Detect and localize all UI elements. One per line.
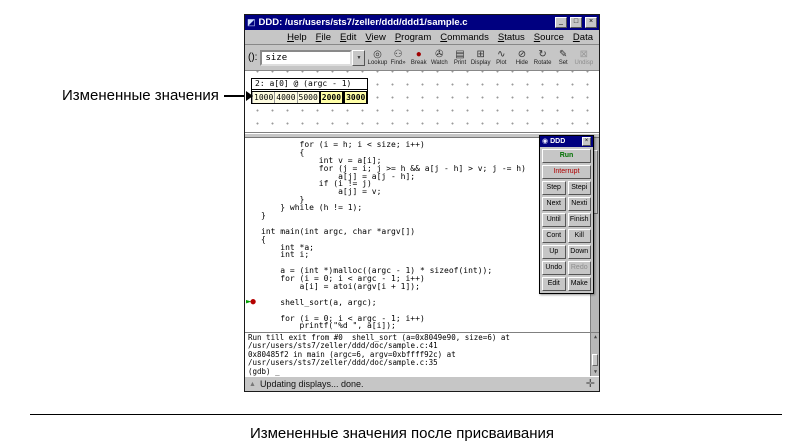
data-display-title[interactable]: 2: a[0] @ (argc - 1): [252, 79, 367, 92]
toolbar-button-label: Hide: [515, 59, 529, 66]
run-button[interactable]: Run: [542, 149, 591, 163]
argument-dropdown-icon[interactable]: ▼: [352, 50, 365, 66]
toolbar-button[interactable]: [450, 49, 470, 67]
toolbar-button[interactable]: [512, 49, 532, 67]
toolbar-button-icon: ⊠: [579, 48, 589, 60]
command-button[interactable]: Until: [542, 213, 566, 227]
command-button-row: [542, 245, 591, 259]
source-code-text: a[j] = v;: [261, 187, 382, 197]
ddd-logo-icon: ◉: [542, 138, 549, 145]
toolbar-button-label: Set: [558, 59, 568, 66]
menu-item[interactable]: Commands: [440, 31, 489, 43]
menu-item-help[interactable]: Help: [287, 31, 307, 43]
source-code-text: int *a;: [261, 242, 314, 252]
maximize-button[interactable]: □: [570, 17, 582, 28]
menu-item[interactable]: Data: [572, 31, 593, 43]
caption-divider: [30, 414, 782, 415]
toolbar-button-icon: ✎: [559, 48, 568, 60]
command-button[interactable]: Make: [568, 277, 592, 291]
window-title: DDD: /usr/users/sts7/zeller/ddd/ddd1/sample.c: [258, 17, 468, 28]
interrupt-button[interactable]: Interrupt: [542, 165, 591, 179]
toolbar-buttons: [365, 49, 596, 67]
command-button[interactable]: Kill: [568, 229, 592, 243]
array-value-cell[interactable]: 4000: [276, 93, 296, 102]
toolbar-button-label: Print: [453, 59, 467, 66]
breakpoint-icon[interactable]: ●: [250, 296, 255, 307]
data-display[interactable]: [251, 78, 368, 104]
source-line: [245, 322, 599, 330]
source-code-text: for (j = i; j >= h && a[j - h] > v; j -= h): [261, 163, 526, 173]
data-display-pane[interactable]: [245, 71, 599, 133]
command-tool-close-icon[interactable]: ×: [582, 137, 591, 146]
source-code-text: {: [261, 147, 305, 157]
current-line-arrow-icon: ►: [246, 296, 251, 307]
resize-handle-icon[interactable]: ✛: [585, 377, 595, 390]
command-button[interactable]: Nexti: [568, 197, 592, 211]
minimize-button[interactable]: _: [555, 17, 567, 28]
command-button-row: [542, 229, 591, 243]
toolbar: [245, 45, 599, 71]
command-button-grid: [542, 181, 591, 291]
ddd-app-icon: ◩: [247, 17, 256, 27]
menu-item[interactable]: File: [315, 31, 331, 43]
source-code-text: shell_sort(a, argc);: [261, 297, 377, 307]
toolbar-button-label: Break: [410, 59, 427, 66]
source-code-text: }: [261, 211, 266, 221]
annotation-arrow-icon: [246, 91, 253, 101]
command-button[interactable]: Redo: [568, 261, 592, 275]
menu-bar: [245, 30, 599, 45]
array-value-cell[interactable]: 3000: [343, 92, 367, 103]
toolbar-button-label: Lookup: [367, 59, 388, 66]
source-code-text: } while (h != 1);: [261, 203, 363, 213]
toolbar-button[interactable]: [409, 49, 429, 67]
command-button[interactable]: Step: [542, 181, 566, 195]
console-line: Run till exit from #0 shell_sort (a=0x8049e90, size=6) at: [248, 333, 510, 342]
source-code-text: printf("%d ", a[i]);: [261, 321, 396, 331]
command-button[interactable]: Stepi: [568, 181, 592, 195]
toolbar-button-icon: ✇: [435, 48, 444, 60]
toolbar-button[interactable]: [471, 49, 491, 67]
toolbar-button[interactable]: [367, 49, 387, 67]
source-code-text: if (i != j): [261, 179, 372, 189]
console-scrollbar[interactable]: [590, 333, 599, 376]
toolbar-button[interactable]: [533, 49, 553, 67]
title-bar[interactable]: [245, 15, 599, 30]
toolbar-button[interactable]: [574, 49, 594, 67]
toolbar-button[interactable]: [491, 49, 511, 67]
menu-item[interactable]: View: [365, 31, 386, 43]
toolbar-button-icon: ⊘: [517, 48, 527, 60]
annotation-label: Измененные значения: [62, 87, 219, 104]
toolbar-button[interactable]: [429, 49, 449, 67]
toolbar-button-icon: ●: [415, 48, 422, 60]
array-value-cell[interactable]: 1000: [254, 93, 274, 102]
source-line: [245, 296, 599, 307]
menu-item[interactable]: Source: [533, 31, 564, 43]
menu-item[interactable]: Edit: [339, 31, 357, 43]
menu-item[interactable]: Status: [497, 31, 525, 43]
source-code-text: }: [261, 195, 305, 205]
command-button[interactable]: Down: [568, 245, 592, 259]
array-value-cell[interactable]: 2000: [319, 92, 343, 103]
command-button-row: [542, 181, 591, 195]
source-code-text: {: [261, 234, 266, 244]
status-led-icon: ▲: [249, 380, 256, 388]
command-button-row: [542, 197, 591, 211]
command-tool-titlebar[interactable]: [540, 136, 593, 147]
array-values-row: [252, 92, 367, 103]
command-button[interactable]: Edit: [542, 277, 566, 291]
source-code-text: int v = a[i];: [261, 155, 382, 165]
toolbar-button-icon: ∿: [497, 48, 506, 60]
argument-input[interactable]: [260, 50, 352, 66]
source-code-text: a[i] = atoi(argv[i + 1]);: [261, 282, 420, 292]
figure-caption: Измененные значения после присваивания: [249, 425, 555, 442]
command-button-row: [542, 213, 591, 227]
command-button-row: [542, 261, 591, 275]
toolbar-button-label: Watch: [430, 59, 448, 66]
command-button[interactable]: Cont: [542, 229, 566, 243]
toolbar-button-label: Find»: [390, 59, 406, 66]
toolbar-button-icon: ⚇: [393, 48, 403, 60]
command-button[interactable]: Next: [542, 197, 566, 211]
toolbar-button-label: Plot: [496, 59, 507, 66]
command-tool: [539, 135, 594, 294]
console-line: (gdb) _: [248, 366, 280, 376]
scroll-up-icon[interactable]: ▲: [593, 334, 597, 340]
command-button[interactable]: Undo: [542, 261, 566, 275]
command-tool-title: DDD: [550, 138, 566, 145]
source-code-text: int i;: [261, 250, 310, 260]
toolbar-button-label: Rotate: [533, 59, 552, 66]
toolbar-button-icon: ◎: [373, 48, 382, 60]
toolbar-button-label: Display: [470, 59, 491, 66]
toolbar-button[interactable]: [553, 49, 573, 67]
command-button[interactable]: Up: [542, 245, 566, 259]
source-code-text: a[j] = a[j - h];: [261, 171, 416, 181]
command-button-row: [542, 277, 591, 291]
gdb-console[interactable]: [245, 332, 599, 376]
array-value-cell[interactable]: 5000: [298, 93, 318, 102]
toolbar-button-label: Undisp: [574, 59, 594, 66]
execution-marker: [246, 298, 255, 307]
ddd-window: [244, 14, 600, 392]
source-code-text: a = (int *)malloc((argc - 1) * sizeof(int));: [261, 266, 493, 276]
argument-label: ():: [248, 52, 258, 63]
source-code-text: for (i = 0; i < argc - 1; i++): [261, 313, 425, 323]
toolbar-button-icon: ▤: [455, 48, 465, 60]
source-code-text: for (i = h; i < size; i++): [261, 140, 425, 149]
console-line: /usr/users/sts7/zeller/ddd/doc/sample.c:41: [248, 341, 438, 351]
close-button[interactable]: ×: [585, 17, 597, 28]
command-button[interactable]: Finish: [568, 213, 592, 227]
console-scrollbar-thumb[interactable]: [592, 354, 598, 366]
console-line: 0x80485f2 in main (argc=6, argv=0xbffff92c) at: [248, 349, 456, 359]
menu-item[interactable]: Program: [394, 31, 432, 43]
console-line: /usr/users/sts7/zeller/ddd/doc/sample.c:35: [248, 358, 438, 368]
source-code-text: for (i = 0; i < argc - 1; i++): [261, 274, 425, 284]
scroll-down-icon[interactable]: ▼: [593, 369, 597, 375]
toolbar-button[interactable]: [388, 49, 408, 67]
command-tool-body: [540, 147, 593, 293]
toolbar-button-icon: ⊞: [476, 48, 485, 60]
source-code-text: int main(int argc, char *argv[]): [261, 226, 416, 236]
toolbar-button-icon: ↻: [538, 48, 547, 60]
status-text: Updating displays... done.: [259, 379, 364, 389]
status-bar: [245, 376, 599, 391]
